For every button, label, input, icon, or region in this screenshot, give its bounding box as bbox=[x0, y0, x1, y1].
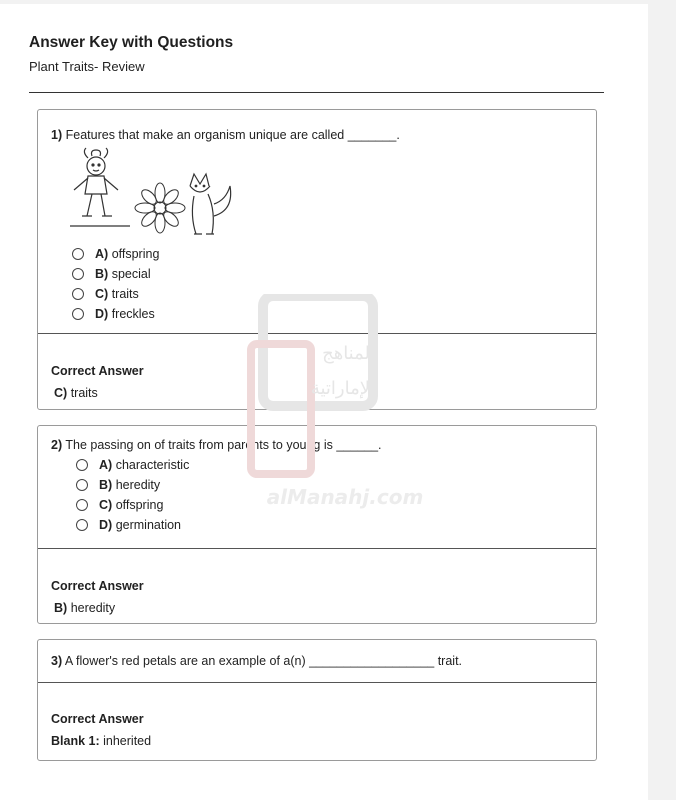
correct-answer-value: Blank 1: inherited bbox=[51, 734, 152, 748]
header bbox=[29, 34, 233, 74]
watermark-arabic-1: المناهج bbox=[322, 343, 375, 364]
question-prompt: A flower's red petals are an example of a(n) __________________ trait. bbox=[64, 654, 463, 668]
question-number: 2) bbox=[51, 438, 63, 452]
watermark-latin: alManahj.com bbox=[266, 485, 424, 509]
radio-icon[interactable] bbox=[76, 479, 88, 491]
option-a[interactable]: A) offspring bbox=[72, 247, 159, 261]
option-a[interactable]: A) characteristic bbox=[76, 458, 189, 472]
question-number: 1) bbox=[51, 128, 63, 142]
question-card-3 bbox=[37, 639, 597, 761]
option-b[interactable]: B) special bbox=[72, 267, 151, 281]
flower-drawing bbox=[135, 183, 185, 233]
correct-answer-value: C) traits bbox=[54, 386, 98, 400]
option-d[interactable]: D) germination bbox=[76, 518, 181, 532]
question-card-1 bbox=[37, 109, 597, 410]
option-c[interactable]: C) offspring bbox=[76, 498, 163, 512]
correct-answer-value: B) heredity bbox=[54, 601, 116, 615]
child-drawing bbox=[70, 148, 130, 226]
radio-icon[interactable] bbox=[76, 519, 88, 531]
question-illustration bbox=[68, 146, 243, 246]
option-c[interactable]: C) traits bbox=[72, 287, 139, 301]
radio-icon[interactable] bbox=[72, 308, 84, 320]
question-prompt: Features that make an organism unique are called _______. bbox=[65, 128, 400, 142]
page-title: Answer Key with Questions bbox=[29, 34, 234, 51]
question-prompt: The passing on of traits from parents to young is ______. bbox=[65, 438, 382, 452]
radio-icon[interactable] bbox=[72, 288, 84, 300]
answer-divider bbox=[38, 548, 596, 549]
radio-icon[interactable] bbox=[72, 248, 84, 260]
fox-drawing bbox=[190, 174, 231, 234]
radio-icon[interactable] bbox=[76, 459, 88, 471]
page-subtitle: Plant Traits- Review bbox=[29, 59, 145, 74]
answer-divider bbox=[38, 333, 596, 334]
question-number: 3) bbox=[51, 654, 63, 668]
question-text bbox=[51, 438, 382, 452]
question-card-2 bbox=[37, 425, 597, 624]
question-text bbox=[51, 654, 462, 668]
option-b[interactable]: B) heredity bbox=[76, 478, 160, 492]
document-page bbox=[0, 4, 648, 800]
correct-answer-label: Correct Answer bbox=[51, 579, 144, 593]
correct-answer-label: Correct Answer bbox=[51, 712, 144, 726]
watermark-arabic-2: الإماراتية bbox=[310, 378, 375, 399]
answer-divider bbox=[38, 682, 596, 683]
header-rule bbox=[29, 92, 604, 93]
question-text bbox=[51, 128, 400, 142]
radio-icon[interactable] bbox=[76, 499, 88, 511]
radio-icon[interactable] bbox=[72, 268, 84, 280]
correct-answer-label: Correct Answer bbox=[51, 364, 144, 378]
option-d[interactable]: D) freckles bbox=[72, 307, 155, 321]
